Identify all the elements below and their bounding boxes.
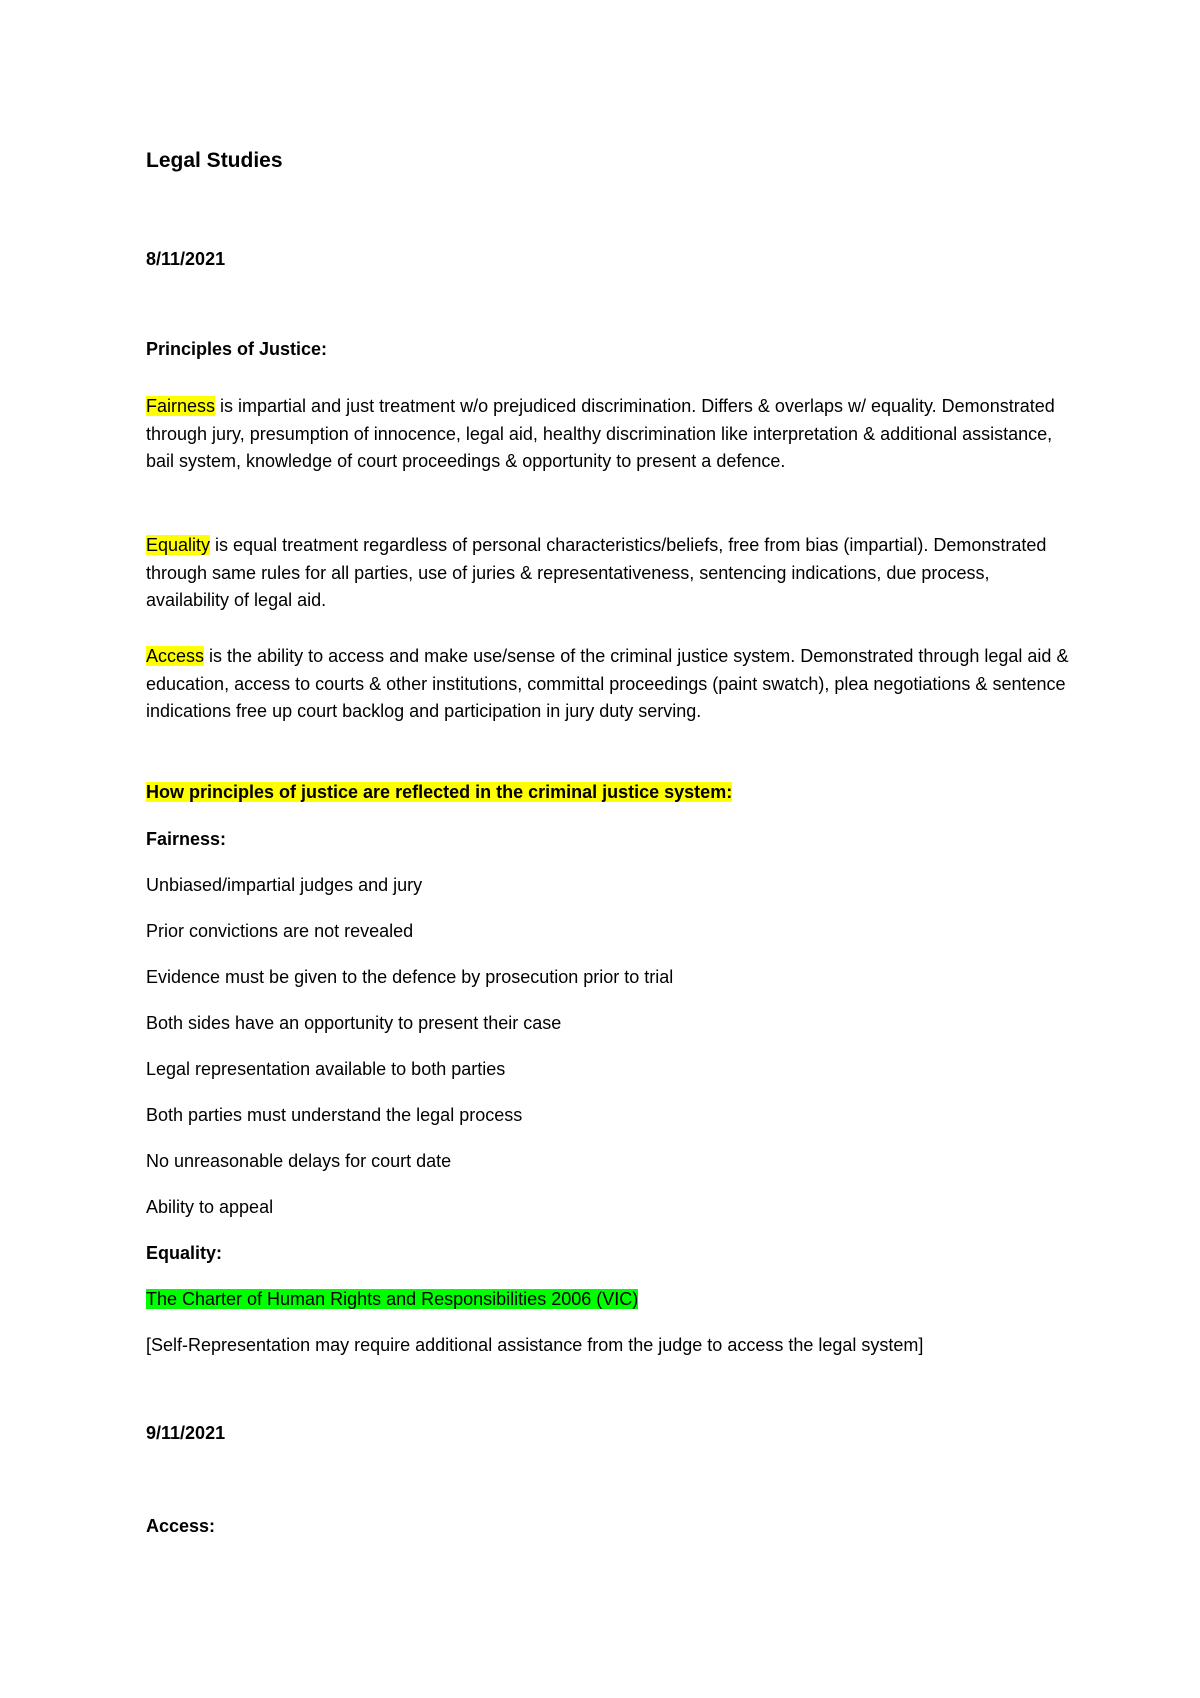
list-item: No unreasonable delays for court date <box>146 1151 452 1171</box>
access-heading: Access: <box>146 1516 216 1536</box>
access-definition <box>146 643 1076 726</box>
equality-definition <box>146 532 1076 615</box>
list-item: Evidence must be given to the defence by prosecution prior to trial <box>146 967 674 987</box>
access-term: Access <box>146 646 205 666</box>
principles-heading: Principles of Justice: <box>146 339 328 359</box>
equality-term: Equality <box>146 535 211 555</box>
document-title: Legal Studies <box>146 149 283 172</box>
fairness-term: Fairness <box>146 396 216 416</box>
list-item: Unbiased/impartial judges and jury <box>146 875 423 895</box>
list-item: Legal representation available to both parties <box>146 1059 506 1079</box>
charter-reference <box>146 1286 638 1313</box>
date-heading-2: 9/11/2021 <box>146 1423 226 1443</box>
list-item: Both sides have an opportunity to present their case <box>146 1013 562 1033</box>
date-heading: 8/11/2021 <box>146 249 226 269</box>
equality-heading: Equality: <box>146 1243 223 1263</box>
fairness-heading: Fairness: <box>146 829 227 849</box>
list-item: Prior convictions are not revealed <box>146 921 414 941</box>
list-item: Both parties must understand the legal process <box>146 1105 523 1125</box>
charter-text: The Charter of Human Rights and Responsibilities 2006 (VIC) <box>146 1289 639 1309</box>
reflected-heading-text: How principles of justice are reflected in the criminal justice system: <box>146 782 733 802</box>
fairness-definition <box>146 393 1076 476</box>
self-representation-note: [Self-Representation may require additional assistance from the judge to access the legal system] <box>146 1335 924 1355</box>
list-item: Ability to appeal <box>146 1197 274 1217</box>
fairness-text: is impartial and just treatment w/o prejudiced discrimination. Differs & overlaps w/ equality. Demonstrated through jury, presumption of innocence, legal aid, healthy discrimination like interpretation & additional assistance, bail system, knowledge of court proceedings & opportunity to present a defence. <box>146 396 1055 471</box>
reflected-heading <box>146 779 732 806</box>
equality-text: is equal treatment regardless of personal characteristics/beliefs, free from bias (impartial). Demonstrated through same rules for all parties, use of juries & representativeness, sentencing indications, due process, availability of legal aid. <box>146 535 1047 610</box>
access-text: is the ability to access and make use/sense of the criminal justice system. Demonstrated through legal aid & education, access to courts & other institutions, committal proceedings (paint swatch), plea negotiations & sentence indications free up court backlog and participation in jury duty serving. <box>146 646 1069 721</box>
